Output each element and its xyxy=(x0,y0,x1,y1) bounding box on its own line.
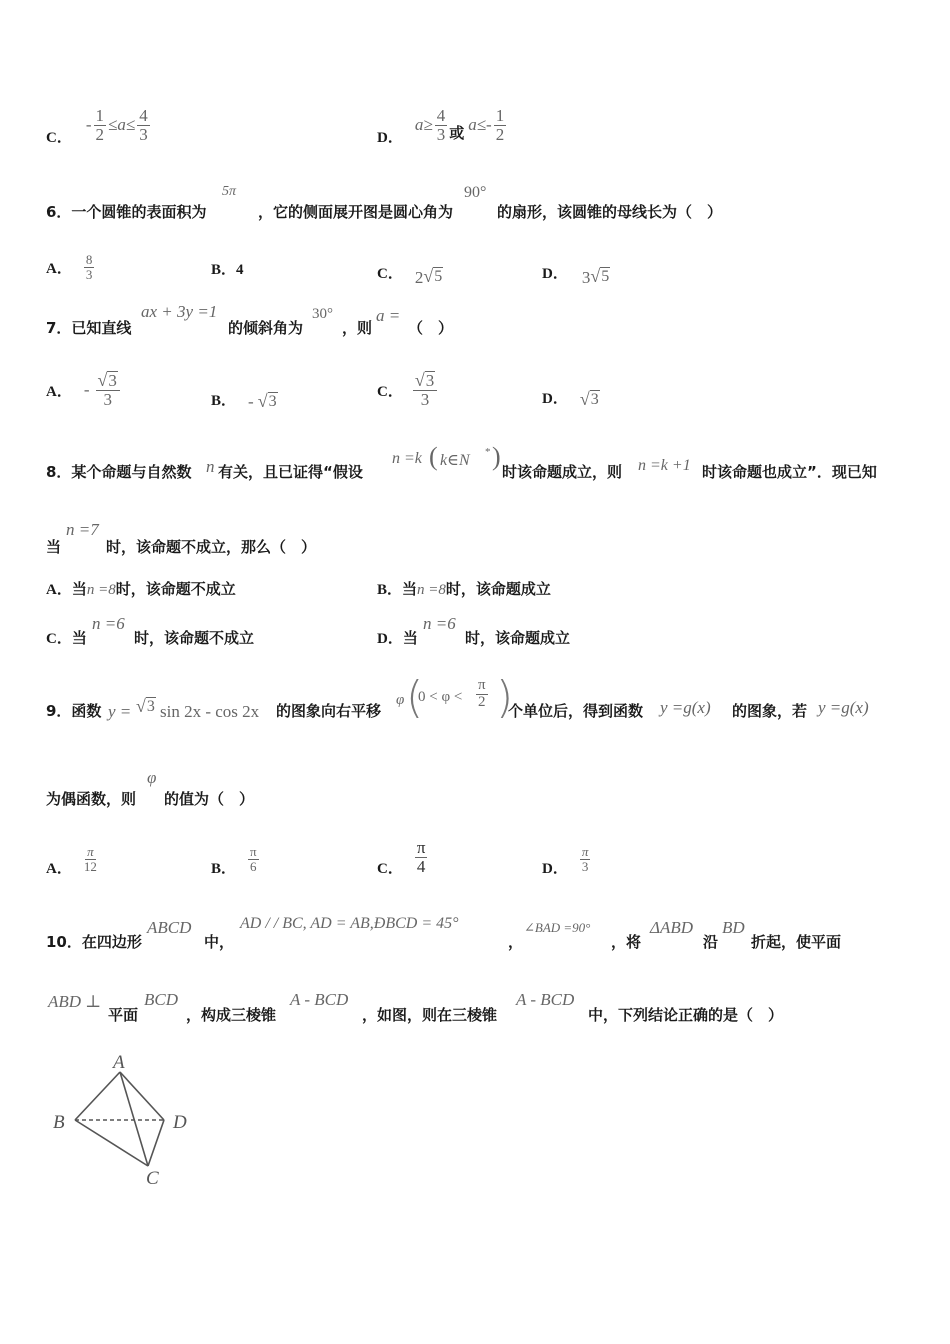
math-expr: k∈N xyxy=(440,452,470,469)
math-expr: a≤- xyxy=(468,115,492,134)
math-expr: n =k xyxy=(392,450,422,467)
q7-option-b xyxy=(211,386,278,412)
math-expr: ΔABD xyxy=(650,918,694,937)
minus-sign: - xyxy=(248,392,254,411)
sqrt-expr: √ 3 xyxy=(136,696,155,716)
stem-text: ，将 xyxy=(611,933,642,951)
math-expr: 30° xyxy=(312,306,333,322)
stem-text: 7．已知直线 xyxy=(46,319,132,337)
fraction: $\frac{8}{3}$ xyxy=(85,251,93,282)
q7-option-d xyxy=(542,386,600,409)
fraction: $\frac{\pi}{4}$ xyxy=(416,837,426,876)
stem-text: 沿 xyxy=(703,933,719,951)
q6-option-c xyxy=(377,256,443,288)
sqrt-expr: √ 3 xyxy=(97,369,117,390)
math-expr: n =6 xyxy=(423,614,456,633)
option-label: C． xyxy=(377,265,403,282)
option-text: 时，该命题不成立 xyxy=(134,629,255,647)
q9-stem-line1 xyxy=(46,672,916,736)
close-paren: ) xyxy=(492,442,501,471)
minus-sign: - xyxy=(83,380,90,399)
open-paren: ( xyxy=(429,442,438,471)
math-expr: 0 < φ < xyxy=(418,689,463,705)
math-expr: 90° xyxy=(464,184,487,201)
sqrt-expr: √ 3 xyxy=(414,369,435,390)
math-expr: A - BCD xyxy=(290,990,349,1009)
vertex-label-b: B xyxy=(53,1112,65,1133)
stem-text: 的倾斜角为 xyxy=(228,319,304,337)
math-expr: n =8 xyxy=(86,582,116,598)
q5-option-c xyxy=(46,102,152,148)
option-label: C． xyxy=(377,860,403,877)
q7-option-c xyxy=(377,366,439,414)
option-label: D． xyxy=(377,129,403,146)
superscript: * xyxy=(485,446,491,458)
edge-ab xyxy=(75,1072,120,1120)
fraction: √ 3 3 xyxy=(96,371,120,410)
fraction: $\frac{4}{3}$ xyxy=(139,105,148,144)
stem-text: 的值为（ ） xyxy=(164,790,255,808)
option-label: A． xyxy=(46,860,72,877)
fraction: $\frac{\pi}{3}$ xyxy=(581,843,589,874)
math-expr: A - BCD xyxy=(516,990,575,1009)
stem-text: 9．函数 xyxy=(46,702,102,720)
option-label: A． xyxy=(46,260,72,277)
stem-text: 6．一个圆锥的表面积为 xyxy=(46,203,207,221)
stem-text: 8．某个命题与自然数 xyxy=(46,463,192,481)
math-expr: ∠BAD =90° xyxy=(524,920,591,935)
q6-option-b: B．4 xyxy=(211,262,244,278)
math-expr: ax + 3y =1 xyxy=(141,302,218,321)
q10-stem-line1 xyxy=(46,912,916,952)
q10-stem-line2 xyxy=(46,988,916,1028)
q9-option-c xyxy=(377,834,429,880)
math-expr: φ xyxy=(147,768,157,787)
sqrt-expr: √ 3 xyxy=(257,390,277,411)
math-expr: a = xyxy=(376,306,401,325)
open-paren: ( xyxy=(406,672,424,723)
q8-stem-line1 xyxy=(46,442,916,482)
stem-text: 为偶函数，则 xyxy=(46,790,137,808)
option-label: B． xyxy=(211,392,237,409)
math-expr: φ xyxy=(396,692,405,708)
option-label: D． xyxy=(542,265,568,282)
q7-stem xyxy=(46,302,546,338)
stem-text: 中，下列结论正确的是（ ） xyxy=(588,1006,784,1024)
math-expr: ≤a≤ xyxy=(108,115,136,134)
stem-text: ，如图，则在三棱锥 xyxy=(362,1006,498,1024)
math-expr: sin 2x - cos 2x xyxy=(160,702,260,721)
q9-option-a xyxy=(46,838,101,880)
stem-text: ，它的侧面展开图是圆心角为 xyxy=(258,203,454,221)
stem-text: 折起，使平面 xyxy=(751,933,842,951)
option-label: D． xyxy=(542,390,568,407)
sqrt-expr: √ 5 xyxy=(423,265,443,286)
math-expr: 5π xyxy=(222,184,237,199)
option-label: D．当 xyxy=(377,631,418,647)
math-expr: y =g(x) xyxy=(660,698,711,717)
math-expr: ABCD xyxy=(147,918,192,937)
stem-text: 中， xyxy=(204,933,235,951)
stem-text: 时该命题成立，则 xyxy=(502,463,623,481)
math-expr: BD xyxy=(722,918,745,937)
math-expr: y = xyxy=(108,702,132,721)
fraction: $\frac{\pi}{6}$ xyxy=(250,843,257,874)
q8-option-b xyxy=(377,578,551,599)
coefficient: 2 xyxy=(414,268,424,287)
fraction: $\frac{1}{2}$ xyxy=(95,105,105,144)
stem-text: 当 xyxy=(46,538,62,556)
option-text: 时，该命题成立 xyxy=(465,629,571,647)
fraction: $\frac{4}{3}$ xyxy=(436,105,446,144)
stem-text: ，构成三棱锥 xyxy=(186,1006,277,1024)
option-label: A．当 xyxy=(46,582,87,598)
math-expr: n =7 xyxy=(66,520,99,539)
q9-option-b xyxy=(211,838,261,880)
q6-option-d xyxy=(542,256,610,288)
q8-option-d xyxy=(377,614,677,650)
q9-stem-line2 xyxy=(46,768,446,808)
math-expr: n =8 xyxy=(417,582,446,598)
vertex-label-a: A xyxy=(113,1052,125,1073)
math-expr: a≥ xyxy=(414,115,433,134)
tetrahedron-figure xyxy=(48,1050,198,1190)
math-expr: n =k +1 xyxy=(638,457,691,474)
vertex-label-c: C xyxy=(146,1168,159,1189)
q7-option-a xyxy=(46,366,122,414)
option-label: A． xyxy=(46,383,72,400)
math-expr: BCD xyxy=(144,990,178,1009)
stem-text: 有关，且已证得“假设 xyxy=(218,463,363,481)
coefficient: 3 xyxy=(581,268,591,287)
math-expr: y =g(x) xyxy=(818,698,869,717)
option-text: 时，该命题不成立 xyxy=(115,580,236,598)
vertex-label-d: D xyxy=(173,1112,187,1133)
fraction: $\frac{\pi}{12}$ xyxy=(83,843,97,874)
option-label: D． xyxy=(542,860,568,877)
stem-text: （ ） xyxy=(408,319,454,337)
q8-stem-line2 xyxy=(46,520,446,556)
option-label: C．当 xyxy=(46,631,87,647)
q8-option-c xyxy=(46,614,346,650)
option-label: B． xyxy=(211,860,237,877)
or-text: 或 xyxy=(449,123,465,142)
stem-text: 时该命题也成立”．现已知 xyxy=(702,463,877,481)
sqrt-expr: √ 3 xyxy=(579,389,599,409)
stem-text: 的图象向右平移 xyxy=(276,702,382,720)
q8-option-a xyxy=(46,578,236,599)
fraction: $\frac{1}{2}$ xyxy=(495,105,505,144)
stem-text: 的图象，若 xyxy=(732,702,808,720)
math-expr: ABD ⊥ xyxy=(48,992,102,1011)
fraction: $\frac{\pi}{2}$ xyxy=(478,677,486,710)
stem-text: ，则 xyxy=(342,319,373,337)
math-expr: n xyxy=(206,457,215,476)
stem-text: ， xyxy=(508,933,524,951)
option-text: 时，该命题成立 xyxy=(445,580,551,598)
stem-text: 10．在四边形 xyxy=(46,933,142,951)
stem-text: 平面 xyxy=(108,1006,139,1024)
math-expr: AD / / BC, AD = AB,ÐBCD = 45° xyxy=(240,915,459,932)
stem-text: 时，该命题不成立，那么（ ） xyxy=(106,538,317,556)
stem-text: 个单位后，得到函数 xyxy=(508,702,644,720)
edge-dc xyxy=(148,1120,164,1166)
minus-sign: - xyxy=(85,115,92,134)
sqrt-expr: √ 5 xyxy=(590,265,610,286)
math-expr: n =6 xyxy=(92,614,125,633)
q6-option-a xyxy=(46,246,96,288)
q5-option-d xyxy=(377,102,508,148)
close-paren: ) xyxy=(496,672,514,723)
fraction: √ 3 3 xyxy=(413,371,437,410)
option-label: B．当 xyxy=(377,582,418,598)
stem-text: 的扇形，该圆锥的母线长为（ ） xyxy=(497,203,723,221)
q9-option-d xyxy=(542,838,592,880)
option-label: C． xyxy=(46,129,72,146)
option-label: C． xyxy=(377,383,403,400)
